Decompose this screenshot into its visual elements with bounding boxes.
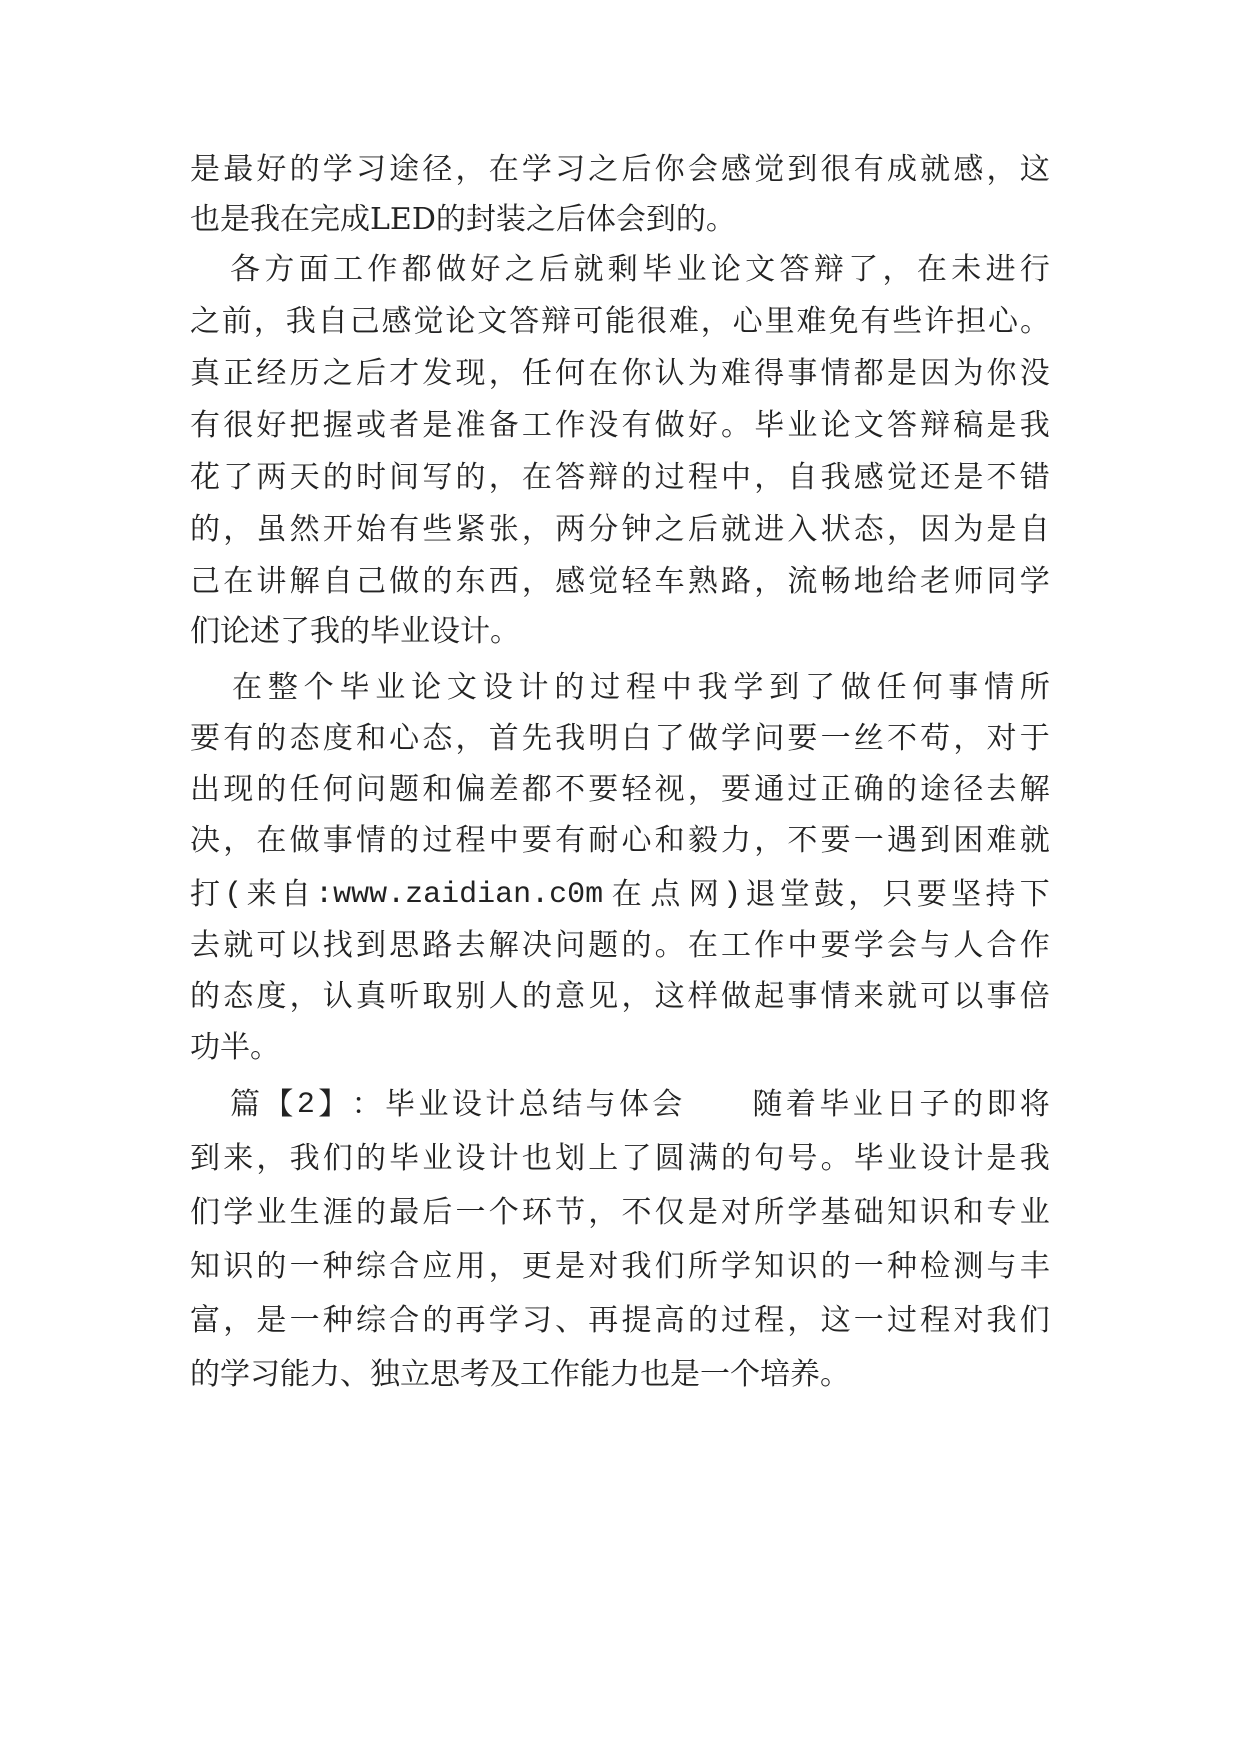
- text-line: 的学习能力、独立思考及工作能力也是一个培养。: [190, 1357, 850, 1392]
- text-line: 花 了 两 天 的 时 间 写 的 ， 在 答 辩 的 过 程 中 ， 自 我 感 觉 还 是 不 错: [190, 460, 1050, 495]
- text-line: 功半。: [190, 1030, 280, 1065]
- text-line: 要 有 的 态 度 和 心 态 ， 首 先 我 明 白 了 做 学 问 要 一 丝 不 苟 ， 对 于: [190, 721, 1050, 756]
- text-line: 打 ( 来 自 :www.zaidian.c0m 在 点 网 ) 退 堂 鼓 ， 只 要 坚 持 下: [190, 877, 1050, 912]
- text-line: 们 学 业 生 涯 的 最 后 一 个 环 节 ， 不 仅 是 对 所 学 基 础 知 识 和 专 业: [190, 1195, 1050, 1230]
- text-line: 篇 【 2 】 ： 毕 业 设 计 总 结 与 体 会 随 着 毕 业 日 子 的 即 将: [230, 1087, 1050, 1122]
- text-line: 真 正 经 历 之 后 才 发 现 ， 任 何 在 你 认 为 难 得 事 情 都 是 因 为 你 没: [190, 356, 1050, 391]
- text-line: 是 最 好 的 学 习 途 径 ， 在 学 习 之 后 你 会 感 觉 到 很 有 成 就 感 ， 这: [190, 152, 1050, 187]
- text-line: 在 整 个 毕 业 论 文 设 计 的 过 程 中 我 学 到 了 做 任 何 事 情 所: [232, 670, 1050, 705]
- text-line: 己 在 讲 解 自 己 做 的 东 西 ， 感 觉 轻 车 熟 路 ， 流 畅 地 给 老 师 同 学: [190, 564, 1050, 599]
- text-line: 们论述了我的毕业设计。: [190, 614, 520, 649]
- text-line: 有 很 好 把 握 或 者 是 准 备 工 作 没 有 做 好 。 毕 业 论 文 答 辩 稿 是 我: [190, 408, 1050, 443]
- text-line: 之 前 ， 我 自 己 感 觉 论 文 答 辩 可 能 很 难 ， 心 里 难 免 有 些 许 担 心 。: [190, 304, 1050, 339]
- text-line: 的 ， 虽 然 开 始 有 些 紧 张 ， 两 分 钟 之 后 就 进 入 状 态 ， 因 为 是 自: [190, 512, 1050, 547]
- document-page: [190, 0, 1050, 1754]
- text-line: 富 ， 是 一 种 综 合 的 再 学 习 、 再 提 高 的 过 程 ， 这 一 过 程 对 我 们: [190, 1303, 1050, 1338]
- text-line: 知 识 的 一 种 综 合 应 用 ， 更 是 对 我 们 所 学 知 识 的 一 种 检 测 与 丰: [190, 1249, 1050, 1284]
- text-line: 各 方 面 工 作 都 做 好 之 后 就 剩 毕 业 论 文 答 辩 了 ， 在 未 进 行: [230, 252, 1050, 287]
- text-line: 去 就 可 以 找 到 思 路 去 解 决 问 题 的 。 在 工 作 中 要 学 会 与 人 合 作: [190, 928, 1050, 963]
- text-line: 也是我在完成LED的封装之后体会到的。: [190, 202, 736, 237]
- text-line: 到 来 ， 我 们 的 毕 业 设 计 也 划 上 了 圆 满 的 句 号 。 毕 业 设 计 是 我: [190, 1141, 1050, 1176]
- text-line: 决 ， 在 做 事 情 的 过 程 中 要 有 耐 心 和 毅 力 ， 不 要 一 遇 到 困 难 就: [190, 823, 1050, 858]
- text-line: 出 现 的 任 何 问 题 和 偏 差 都 不 要 轻 视 ， 要 通 过 正 确 的 途 径 去 解: [190, 772, 1050, 807]
- text-line: 的 态 度 ， 认 真 听 取 别 人 的 意 见 ， 这 样 做 起 事 情 来 就 可 以 事 倍: [190, 979, 1050, 1014]
